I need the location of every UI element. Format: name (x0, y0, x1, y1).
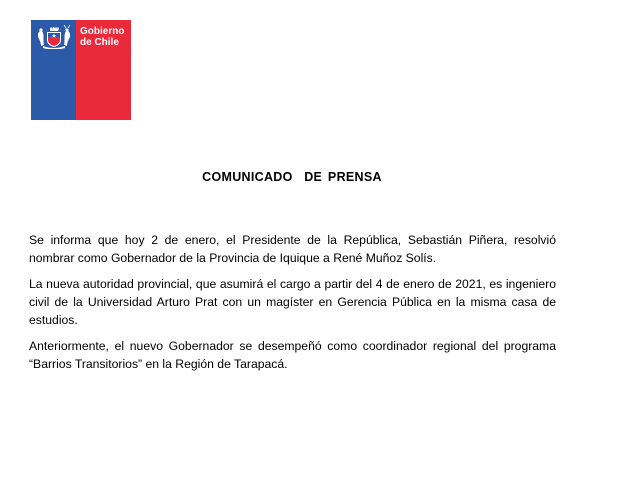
logo-line-2: de Chile (80, 37, 119, 48)
page-title: COMUNICADO DE PRENSA (202, 170, 382, 184)
paragraph-1: Se informa que hoy 2 de enero, el Presidente de la República, Sebastián Piñera, resolvió nombrar como Gobernador de la Provincia de Iquique a René Muñoz Solís. (29, 233, 556, 265)
logo-line-1: Gobierno (80, 26, 125, 37)
paragraph-3: Anteriormente, el nuevo Gobernador se desempeñó como coordinador regional del programa “Barrios Transitorios” en la Región de Tarapacá. (29, 339, 556, 371)
logo-wordmark (80, 26, 124, 48)
paragraph-2: La nueva autoridad provincial, que asumirá el cargo a partir del 4 de enero de 2021, es ingeniero civil de la Universidad Arturo Prat con un magíster en Gerencia Pública en la misma casa de estudios. (29, 277, 556, 327)
press-release-body (29, 231, 556, 381)
gobierno-de-chile-logo (31, 20, 131, 120)
chile-coat-of-arms-icon (35, 25, 73, 49)
